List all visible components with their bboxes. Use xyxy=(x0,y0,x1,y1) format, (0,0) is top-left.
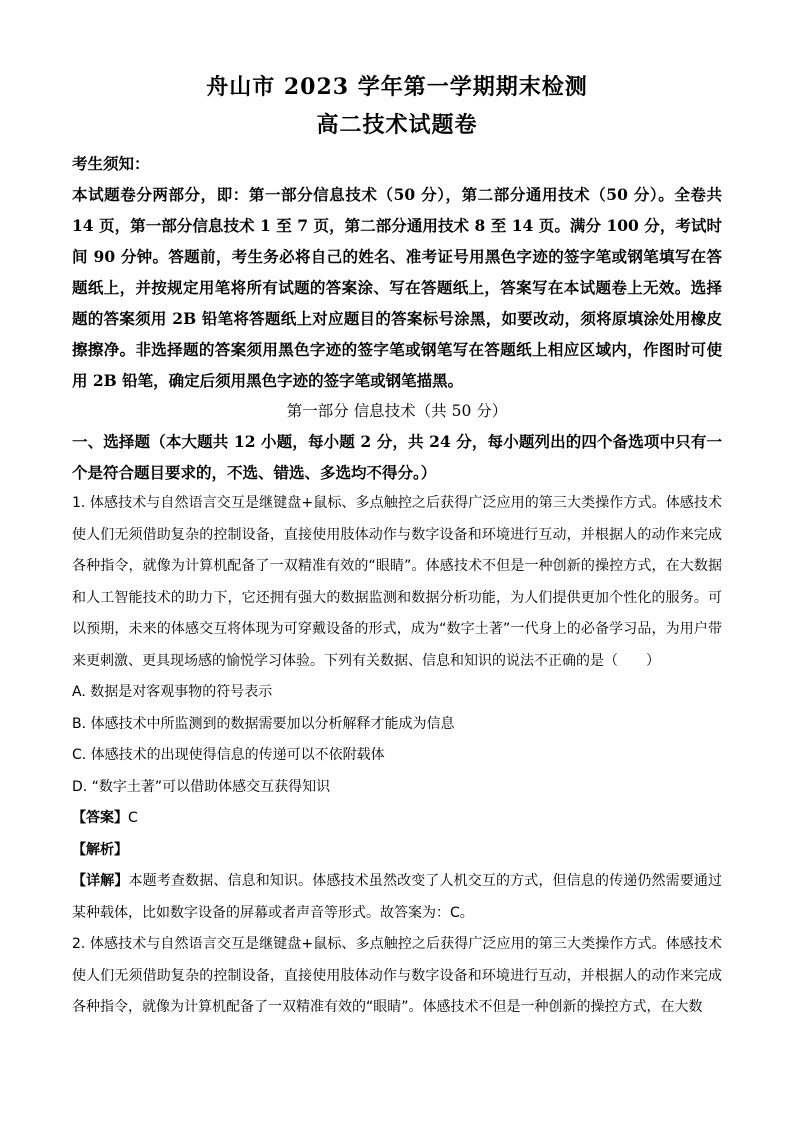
detail-text: 本题考查数据、信息和知识。体感技术虽然改变了人机交互的方式，但信息的传递仍然需要通过某种载体，比如数字设备的屏幕或者声音等形式。故答案为：C。 xyxy=(72,873,723,921)
question-1-answer xyxy=(72,803,722,835)
detail-label: 【详解】 xyxy=(72,873,129,889)
exam-subtitle: 高二技术试题卷 xyxy=(316,112,478,138)
question-1-stem: 1. 体感技术与自然语言交互是继键盘+鼠标、多点触控之后获得广泛应用的第三大类操作方式。体感技术使人们无须借助复杂的控制设备，直接使用肢体动作与数字设备和环境进行互动，并根据人的动作来完成各种指令，就像为计算机配备了一双精准有效的“眼睛”。体感技术不但是一种创新的操控方式，在大数据和人工智能技术的助力下，它还拥有强大的数据监测和数据分析功能，为人们提供更加个性化的服务。可以预期，未来的体感交互将体现为可穿戴设备的形式，成为“数字土著”一代身上的必备学习品，为用户带来更刺激、更具现场感的愉悦学习体验。下列有关数据、信息和知识的说法不正确的是（ ） xyxy=(72,495,722,669)
answer-value: C xyxy=(128,810,138,826)
question-1-option-a: A. 数据是对客观事物的符号表示 xyxy=(72,684,273,700)
analysis-label: 【解析】 xyxy=(72,841,128,858)
section1-heading: 一、选择题（本大题共 12 小题，每小题 2 分，共 24 分，每小题列出的四个备选项中只有一个是符合题目要求的，不选、错选、多选均不得分。） xyxy=(72,432,722,482)
question-2-stem: 2. 体感技术与自然语言交互是继键盘+鼠标、多点触控之后获得广泛应用的第三大类操作方式。体感技术使人们无须借助复杂的控制设备，直接使用肢体动作与数字设备和环境进行互动，并根据人的动作来完成各种指令，就像为计算机配备了一双精准有效的“眼睛”。体感技术不但是一种创新的操控方式，在大数 xyxy=(72,936,722,1015)
part1-title: 第一部分 信息技术（共 50 分） xyxy=(286,402,508,420)
question-1-detail xyxy=(72,866,722,929)
notice-label: 考生须知： xyxy=(72,154,150,173)
question-1-analysis xyxy=(72,835,722,867)
question-1-option-c: C. 体感技术的出现使得信息的传递可以不依附载体 xyxy=(72,747,385,763)
answer-label: 【答案】 xyxy=(72,810,128,826)
notice-text: 本试题卷分两部分，即：第一部分信息技术（50 分），第二部分通用技术（50 分）。全卷共 14 页，第一部分信息技术 1 至 7 页，第二部分通用技术 8 至 14 页。满分 100 分，考试时间 90 分钟。答题前，考生务必将自己的姓名、准考证号用黑色字迹的签字笔或钢笔填写在答题纸上，并按规定用笔将所有试题的答案涂、写在答题纸上，答案写在本试题卷上无效。选择题的答案须用 2B 铅笔将答题纸上对应题目的答案标号涂黑，如要改动，须将原填涂处用橡皮擦擦净。非选择题的答案须用黑色字迹的签字笔或钢笔写在答题纸上相应区域内，作图时可使用 2B 铅笔，确定后须用黑色字迹的签字笔或钢笔描黑。 xyxy=(72,185,722,390)
question-1-option-d: D. “数字土著”可以借助体感交互获得知识 xyxy=(72,778,331,795)
question-1-option-b: B. 体感技术中所监测到的数据需要加以分析解释才能成为信息 xyxy=(72,715,455,732)
exam-title: 舟山市 2023 学年第一学期期末检测 xyxy=(206,74,588,100)
